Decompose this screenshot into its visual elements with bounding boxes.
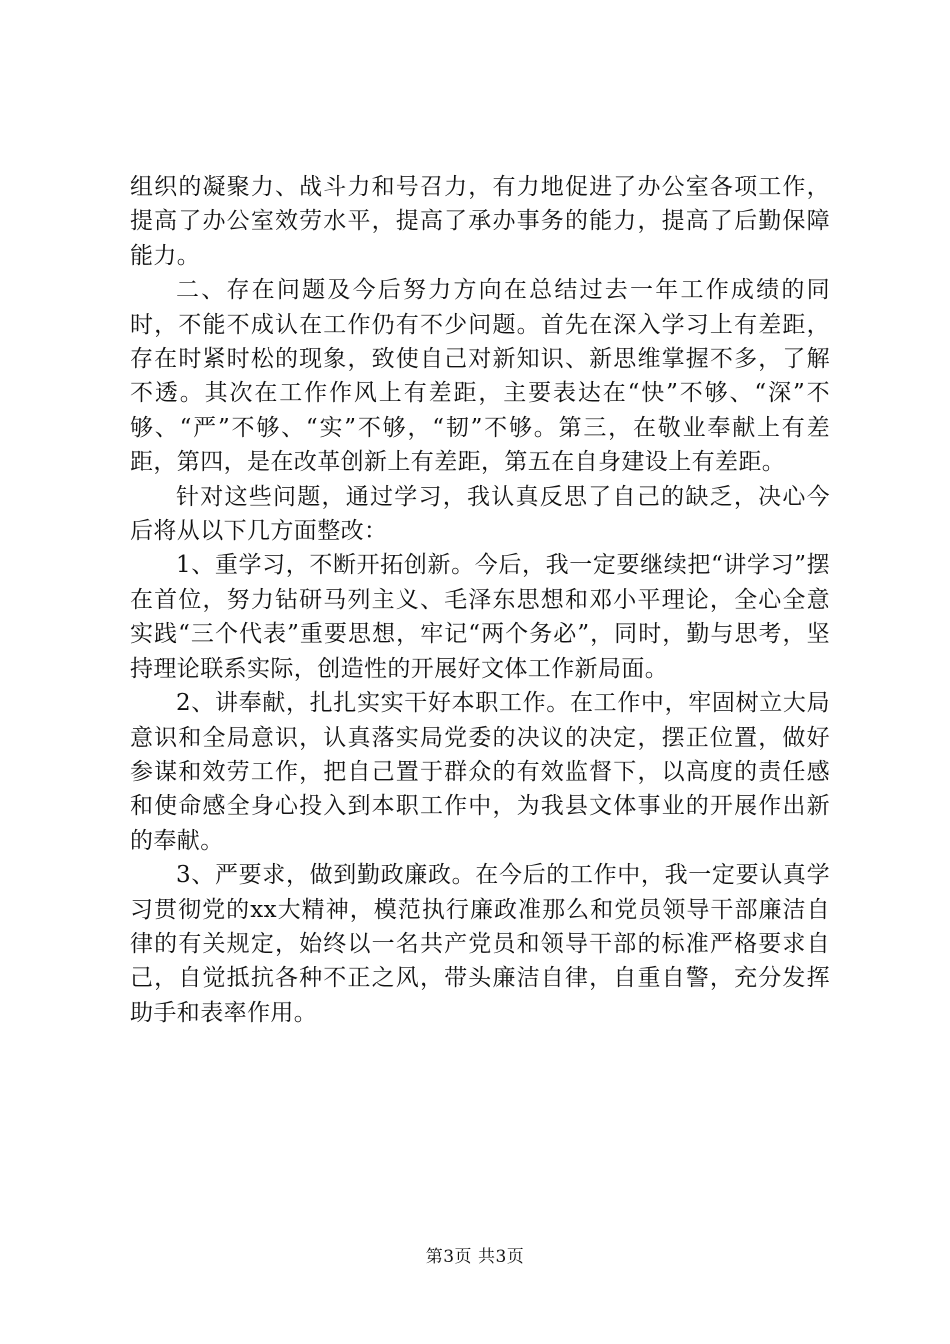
paragraph-item-1: 1、重学习，不断开拓创新。今后，我一定要继续把“讲学习”摆在首位，努力钻研马列主义、毛泽东思想和邓小平理论，全心全意实践“三个代表”重要思想，牢记“两个务必”，同时，勤与思考，坚持理论联系实际，创造性的开展好文体工作新局面。 bbox=[130, 552, 830, 682]
page-footer bbox=[0, 1242, 950, 1267]
paragraph-rectification-intro: 针对这些问题，通过学习，我认真反思了自己的缺乏，决心今后将从以下几方面整改： bbox=[130, 483, 830, 545]
paragraph-problems-and-direction: 二、存在问题及今后努力方向在总结过去一年工作成绩的同时，不能不成认在工作仍有不少问题。首先在深入学习上有差距，存在时紧时松的现象，致使自己对新知识、新思维掌握不多，了解不透。其次在工作作风上有差距，主要表达在“快”不够、“深”不够、“严”不够、“实”不够，“韧”不够。第三，在敬业奉献上有差距，第四，是在改革创新上有差距，第五在自身建设上有差距。 bbox=[130, 277, 830, 476]
page-number-label: 第3页 共3页 bbox=[425, 1247, 525, 1267]
paragraph-item-3: 3、严要求，做到勤政廉政。在今后的工作中，我一定要认真学习贯彻党的xx大精神，模范执行廉政准那么和党员领导干部廉洁自律的有关规定，始终以一名共产党员和领导干部的标准严格要求自己，自觉抵抗各种不正之风，带头廉洁自律，自重自警，充分发挥助手和表率作用。 bbox=[130, 862, 830, 1026]
document-body bbox=[130, 170, 830, 1030]
paragraph-item-2: 2、讲奉献，扎扎实实干好本职工作。在工作中，牢固树立大局意识和全局意识，认真落实局党委的决议的决定，摆正位置，做好参谋和效劳工作，把自己置于群众的有效监督下，以高度的责任感和使命感全身心投入到本职工作中，为我县文体事业的开展作出新的奉献。 bbox=[130, 690, 830, 854]
paragraph-continuation: 组织的凝聚力、战斗力和号召力，有力地促进了办公室各项工作，提高了办公室效劳水平，提高了承办事务的能力，提高了后勤保障能力。 bbox=[130, 174, 830, 269]
